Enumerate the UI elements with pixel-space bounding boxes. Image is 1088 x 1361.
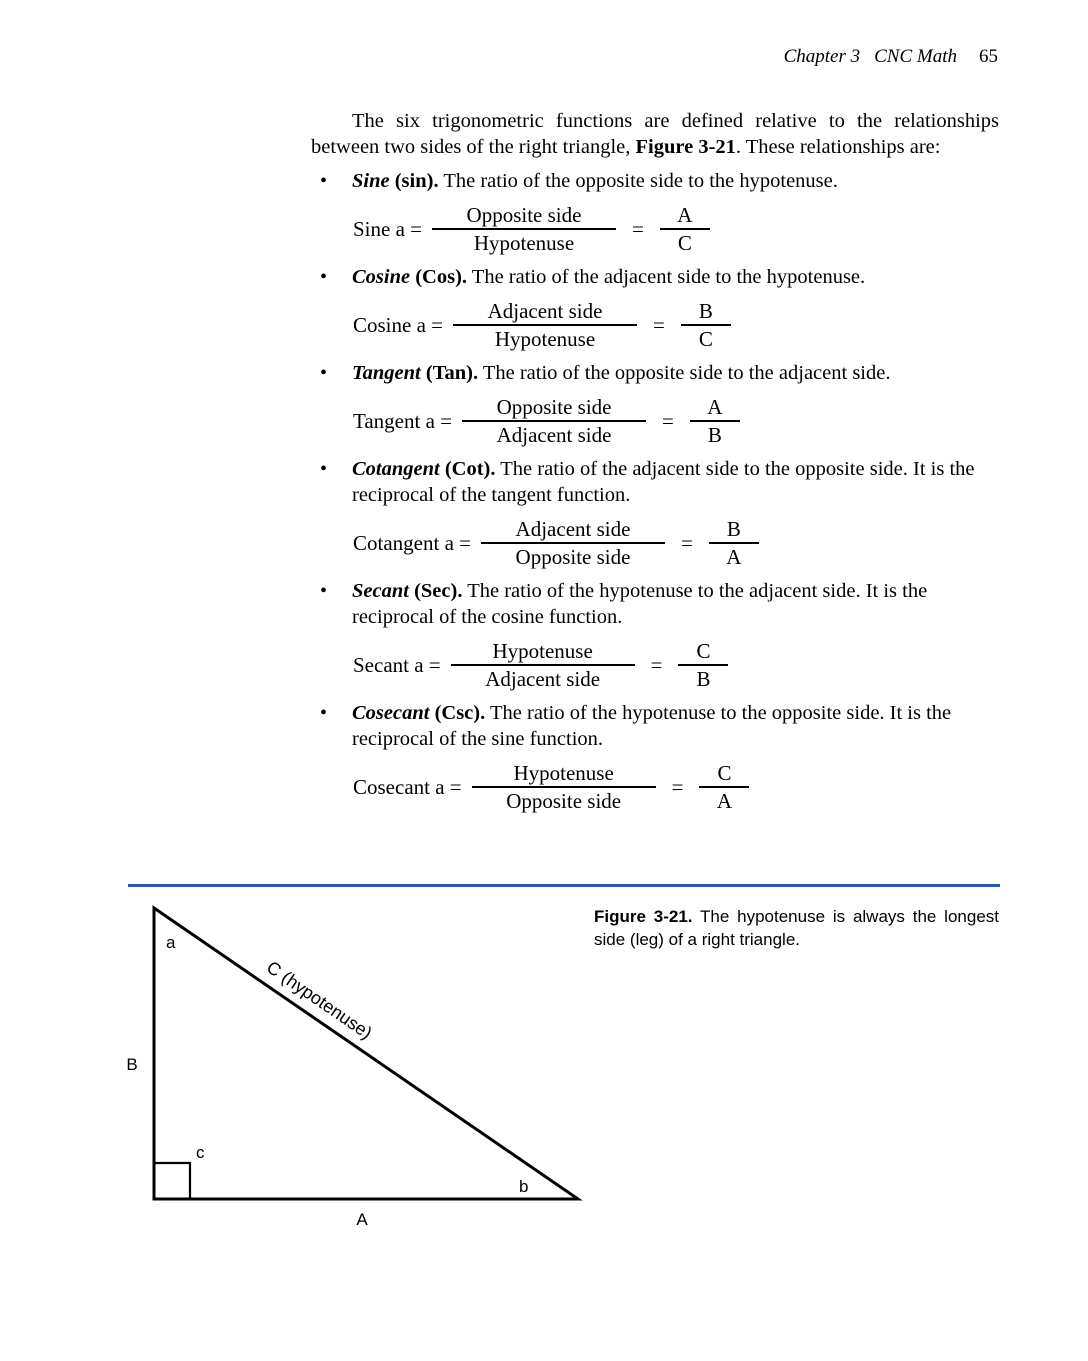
fraction-numerator: Adjacent side: [515, 517, 631, 542]
fraction-numerator: C: [717, 761, 732, 786]
list-item: [311, 700, 999, 752]
equation-label: Tangent a =: [353, 408, 453, 433]
equals-sign: =: [653, 312, 665, 337]
fraction-words: [472, 762, 656, 812]
equation-sine: [353, 198, 999, 260]
bullet-icon: •: [320, 266, 328, 288]
fraction-denominator: Adjacent side: [496, 422, 612, 447]
page-number: 65: [979, 46, 998, 67]
equation-cosine: [353, 294, 999, 356]
function-term: Cotangent: [352, 458, 440, 480]
equation-label: Cotangent a =: [353, 530, 471, 555]
equation-tangent: [353, 390, 999, 452]
fraction-letters: [678, 640, 728, 690]
function-description: The ratio of the hypotenuse to the opposite side. It is the reciprocal of the sine function.: [352, 702, 952, 750]
right-angle-marker: [154, 1163, 190, 1199]
function-term: Tangent: [352, 362, 421, 384]
side-label-A: A: [356, 1210, 368, 1229]
fraction-letters: [681, 300, 731, 350]
fraction-denominator: Opposite side: [515, 544, 631, 569]
list-item: [311, 578, 999, 630]
bullet-icon: •: [320, 702, 328, 724]
bullet-icon: •: [320, 580, 328, 602]
angle-label-a: a: [166, 933, 176, 952]
fraction-numerator: Hypotenuse: [492, 639, 593, 664]
intro-text-after: . These relationships are:: [735, 136, 941, 158]
function-abbreviation: (Csc).: [429, 702, 486, 724]
side-label-B: B: [126, 1055, 138, 1074]
function-description: The ratio of the adjacent side to the opposite side. It is the reciprocal of the tangent function.: [352, 458, 975, 506]
intro-paragraph: [311, 108, 999, 160]
fraction-denominator: B: [707, 422, 722, 447]
list-item: [311, 264, 999, 290]
function-description: The ratio of the hypotenuse to the adjacent side. It is the reciprocal of the cosine function.: [352, 580, 928, 628]
fraction-denominator: C: [677, 230, 692, 255]
right-triangle-diagram: [120, 890, 600, 1240]
fraction-words: [432, 204, 616, 254]
equation-secant: [353, 634, 999, 696]
figure-caption-label: Figure 3-21.: [594, 907, 693, 926]
fraction-numerator: Adjacent side: [487, 299, 603, 324]
function-term: Cosecant: [352, 702, 430, 724]
fraction-words: [451, 640, 635, 690]
equals-sign: =: [632, 216, 644, 241]
trig-function-list: [311, 168, 999, 818]
fraction-denominator: A: [726, 544, 742, 569]
fraction-letters: [709, 518, 759, 568]
function-description: The ratio of the opposite side to the hypotenuse.: [438, 170, 838, 192]
running-head-title: CNC Math: [874, 46, 957, 67]
equation-cotangent: [353, 512, 999, 574]
fraction-words: [462, 396, 646, 446]
list-item: [311, 456, 999, 508]
fraction-words: [453, 300, 637, 350]
intro-text-before: The six trigonometric functions are defined relative to the relationships between two sides of the right triangle,: [311, 110, 999, 158]
bullet-icon: •: [320, 362, 328, 384]
function-abbreviation: (Cot).: [439, 458, 496, 480]
body-text-column: [311, 108, 999, 820]
figure-caption-text: The hypotenuse is always the longest side (leg) of a right triangle.: [594, 907, 999, 949]
equation-label: Cosecant a =: [353, 774, 462, 799]
fraction-denominator: C: [698, 326, 713, 351]
fraction-letters: [690, 396, 740, 446]
fraction-denominator: A: [716, 788, 733, 813]
equals-sign: =: [662, 408, 674, 433]
equals-sign: =: [650, 652, 663, 677]
equation-label: Sine a =: [353, 216, 422, 241]
fraction-numerator: Opposite side: [466, 203, 582, 228]
triangle-outline: [154, 908, 578, 1199]
function-description: The ratio of the adjacent side to the hypotenuse.: [467, 266, 866, 288]
fraction-numerator: A: [677, 203, 693, 228]
fraction-numerator: C: [696, 639, 711, 664]
figure-reference: Figure 3-21: [635, 136, 736, 158]
angle-label-c: c: [196, 1143, 205, 1162]
function-term: Secant: [352, 580, 409, 602]
fraction-letters: [699, 762, 749, 812]
fraction-letters: [660, 204, 710, 254]
equals-sign: =: [671, 774, 684, 799]
running-head: [784, 46, 998, 68]
fraction-numerator: Hypotenuse: [513, 761, 614, 786]
figure-caption: [594, 905, 999, 951]
list-item: [311, 360, 999, 386]
bullet-icon: •: [320, 170, 328, 192]
fraction-denominator: Adjacent side: [485, 666, 601, 691]
function-term: Cosine: [352, 266, 411, 288]
fraction-numerator: A: [707, 395, 723, 420]
side-label-hypotenuse: C (hypotenuse): [263, 956, 376, 1044]
bullet-icon: •: [320, 458, 328, 480]
function-abbreviation: (Sec).: [408, 580, 463, 602]
fraction-numerator: B: [726, 517, 741, 542]
fraction-denominator: Hypotenuse: [473, 230, 575, 255]
equation-label: Secant a =: [353, 652, 441, 677]
function-abbreviation: (Cos).: [410, 266, 468, 288]
function-description: The ratio of the opposite side to the adjacent side.: [478, 362, 891, 384]
fraction-denominator: Hypotenuse: [494, 326, 596, 351]
function-abbreviation: (Tan).: [420, 362, 479, 384]
function-term: Sine: [352, 170, 390, 192]
fraction-denominator: B: [696, 666, 711, 691]
running-head-chapter: Chapter 3: [783, 46, 861, 67]
fraction-numerator: Opposite side: [496, 395, 612, 420]
equation-cosecant: [353, 756, 999, 818]
fraction-words: [481, 518, 665, 568]
list-item: [311, 168, 999, 194]
fraction-denominator: Opposite side: [506, 788, 622, 813]
angle-label-b: b: [519, 1177, 529, 1196]
figure-divider-rule: [128, 884, 1000, 887]
function-abbreviation: (sin).: [389, 170, 439, 192]
fraction-numerator: B: [698, 299, 713, 324]
equation-label: Cosine a =: [353, 312, 443, 337]
equals-sign: =: [680, 530, 693, 555]
